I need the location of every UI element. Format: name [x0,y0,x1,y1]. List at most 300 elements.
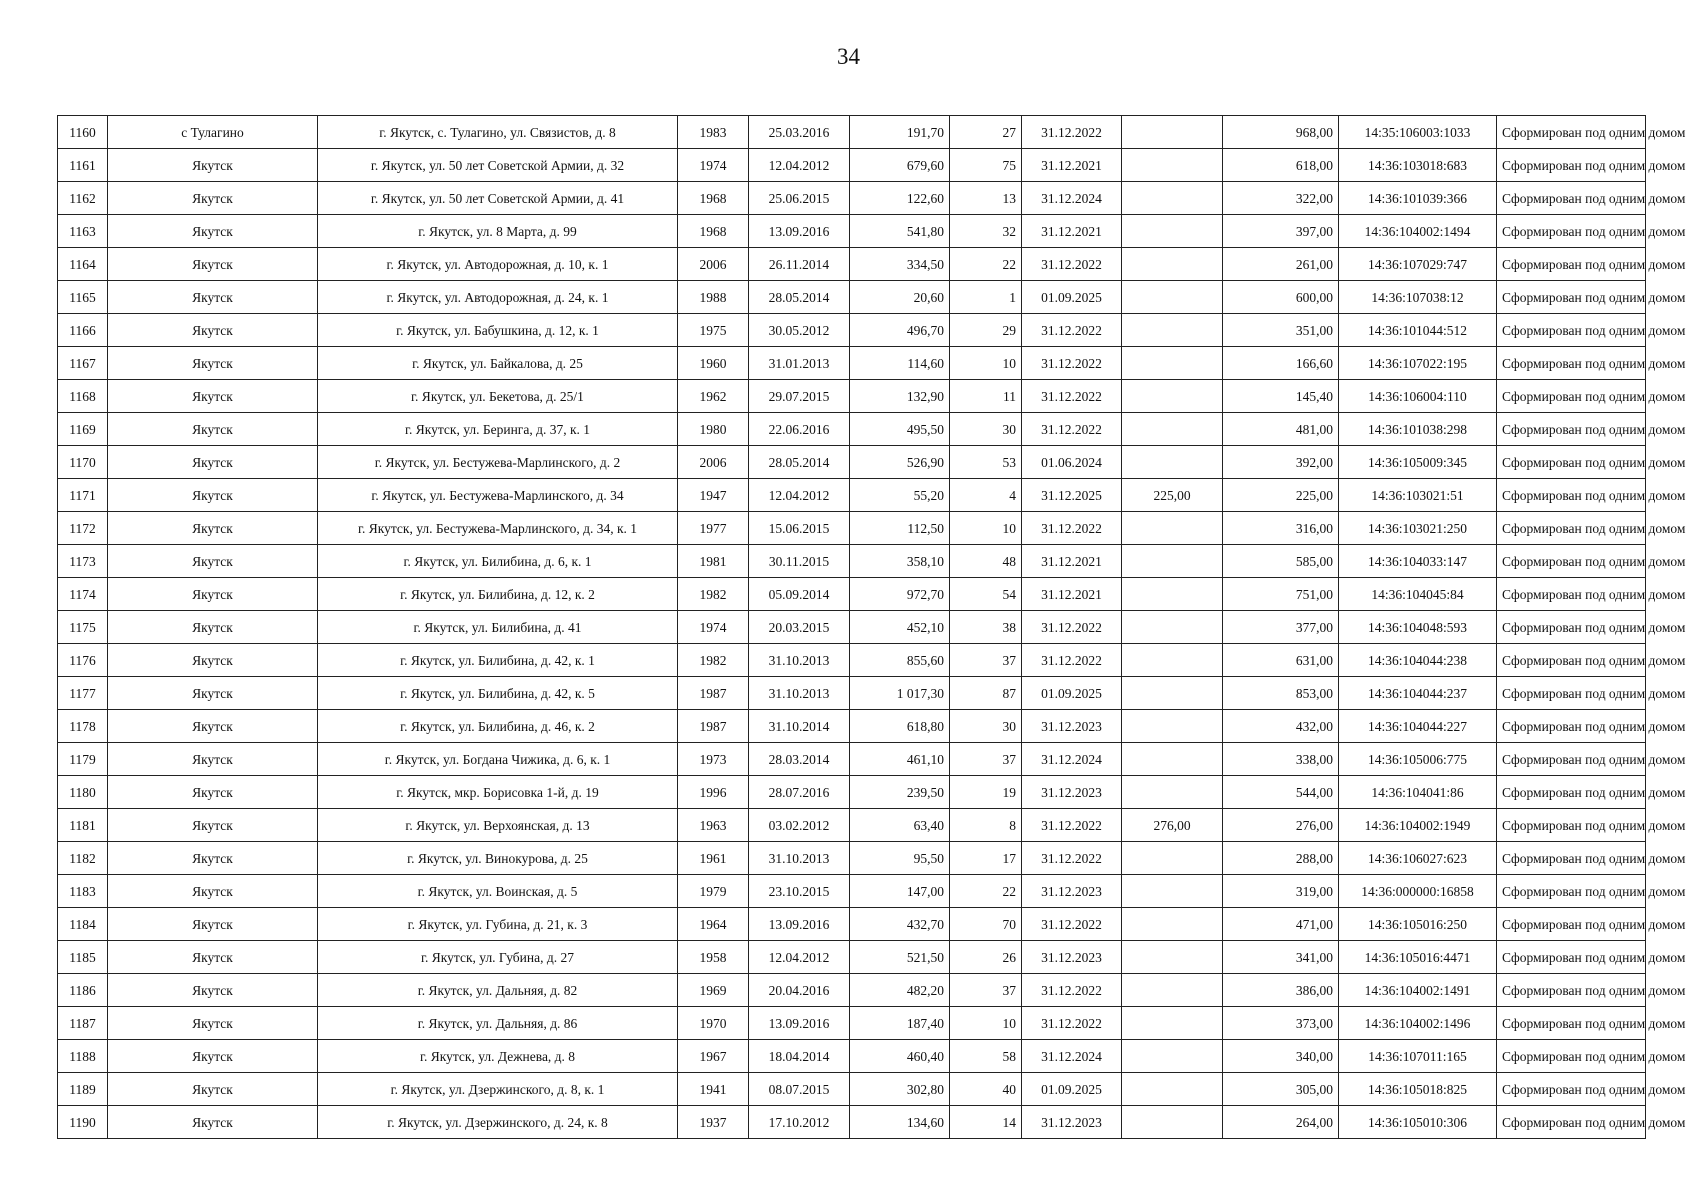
residents-cell: 14 [950,1106,1022,1139]
row-number-cell: 1190 [58,1106,108,1139]
row-number-cell: 1172 [58,512,108,545]
table-row [58,611,1646,644]
area-cell: 461,10 [850,743,950,776]
residents-cell: 10 [950,347,1022,380]
area-cell: 541,80 [850,215,950,248]
area-amount-cell [1122,413,1223,446]
address-cell: г. Якутск, ул. Автодорожная, д. 24, к. 1 [318,281,678,314]
recognition-date-cell: 28.03.2014 [749,743,850,776]
land-area-cell: 316,00 [1223,512,1339,545]
area-cell: 496,70 [850,314,950,347]
area-cell: 55,20 [850,479,950,512]
land-area-cell: 166,60 [1223,347,1339,380]
settlement-cell: Якутск [108,545,318,578]
table-row [58,776,1646,809]
residents-cell: 10 [950,512,1022,545]
cadastral-number-cell: 14:36:104002:1949 [1339,809,1497,842]
year-built-cell: 2006 [678,446,749,479]
area-amount-cell [1122,644,1223,677]
cadastral-number-cell: 14:36:101044:512 [1339,314,1497,347]
cadastral-number-cell: 14:36:104002:1496 [1339,1007,1497,1040]
land-note-cell: Сформирован под одним домом [1497,776,1646,809]
address-cell: г. Якутск, ул. Билибина, д. 6, к. 1 [318,545,678,578]
address-cell: г. Якутск, ул. Бестужева-Марлинского, д. 2 [318,446,678,479]
area-amount-cell [1122,215,1223,248]
cadastral-number-cell: 14:36:106004:110 [1339,380,1497,413]
year-built-cell: 1987 [678,710,749,743]
residents-cell: 26 [950,941,1022,974]
resettlement-date-cell: 31.12.2022 [1022,116,1122,149]
residents-cell: 87 [950,677,1022,710]
address-cell: г. Якутск, ул. 8 Марта, д. 99 [318,215,678,248]
address-cell: г. Якутск, ул. Губина, д. 27 [318,941,678,974]
address-cell: г. Якутск, ул. Билибина, д. 46, к. 2 [318,710,678,743]
resettlement-date-cell: 31.12.2021 [1022,545,1122,578]
area-cell: 460,40 [850,1040,950,1073]
cadastral-number-cell: 14:36:107022:195 [1339,347,1497,380]
land-area-cell: 397,00 [1223,215,1339,248]
table-row [58,1007,1646,1040]
land-note-cell: Сформирован под одним домом [1497,347,1646,380]
cadastral-number-cell: 14:36:104044:237 [1339,677,1497,710]
residents-cell: 22 [950,875,1022,908]
land-area-cell: 853,00 [1223,677,1339,710]
settlement-cell: Якутск [108,677,318,710]
recognition-date-cell: 13.09.2016 [749,1007,850,1040]
area-cell: 679,60 [850,149,950,182]
residents-cell: 13 [950,182,1022,215]
row-number-cell: 1188 [58,1040,108,1073]
residents-cell: 53 [950,446,1022,479]
residents-cell: 54 [950,578,1022,611]
residents-cell: 27 [950,116,1022,149]
residents-cell: 37 [950,974,1022,1007]
residents-cell: 4 [950,479,1022,512]
year-built-cell: 1988 [678,281,749,314]
address-cell: г. Якутск, ул. Автодорожная, д. 10, к. 1 [318,248,678,281]
land-area-cell: 968,00 [1223,116,1339,149]
row-number-cell: 1186 [58,974,108,1007]
address-cell: г. Якутск, ул. Бекетова, д. 25/1 [318,380,678,413]
recognition-date-cell: 08.07.2015 [749,1073,850,1106]
area-amount-cell [1122,314,1223,347]
settlement-cell: Якутск [108,248,318,281]
settlement-cell: Якутск [108,578,318,611]
area-cell: 114,60 [850,347,950,380]
settlement-cell: Якутск [108,776,318,809]
cadastral-number-cell: 14:36:107038:12 [1339,281,1497,314]
land-area-cell: 288,00 [1223,842,1339,875]
area-amount-cell: 276,00 [1122,809,1223,842]
area-cell: 334,50 [850,248,950,281]
area-cell: 302,80 [850,1073,950,1106]
land-area-cell: 471,00 [1223,908,1339,941]
land-note-cell: Сформирован под одним домом [1497,182,1646,215]
year-built-cell: 1977 [678,512,749,545]
registry-table-body [58,116,1686,1139]
year-built-cell: 1970 [678,1007,749,1040]
row-number-cell: 1169 [58,413,108,446]
year-built-cell: 1967 [678,1040,749,1073]
land-area-cell: 145,40 [1223,380,1339,413]
area-cell: 187,40 [850,1007,950,1040]
area-amount-cell [1122,908,1223,941]
table-row [58,182,1646,215]
area-amount-cell [1122,512,1223,545]
residents-cell: 17 [950,842,1022,875]
settlement-cell: Якутск [108,281,318,314]
resettlement-date-cell: 31.12.2023 [1022,1106,1122,1139]
land-area-cell: 338,00 [1223,743,1339,776]
area-cell: 482,20 [850,974,950,1007]
table-row [58,941,1646,974]
recognition-date-cell: 28.05.2014 [749,281,850,314]
land-area-cell: 319,00 [1223,875,1339,908]
address-cell: г. Якутск, ул. Воинская, д. 5 [318,875,678,908]
settlement-cell: Якутск [108,842,318,875]
residents-cell: 70 [950,908,1022,941]
row-number-cell: 1165 [58,281,108,314]
address-cell: г. Якутск, ул. Верхоянская, д. 13 [318,809,678,842]
cadastral-number-cell: 14:36:105016:4471 [1339,941,1497,974]
area-cell: 432,70 [850,908,950,941]
address-cell: г. Якутск, ул. Дзержинского, д. 24, к. 8 [318,1106,678,1139]
residents-cell: 37 [950,743,1022,776]
resettlement-date-cell: 31.12.2022 [1022,413,1122,446]
land-note-cell: Сформирован под одним домом [1497,479,1646,512]
address-cell: г. Якутск, ул. Бабушкина, д. 12, к. 1 [318,314,678,347]
resettlement-date-cell: 31.12.2025 [1022,479,1122,512]
settlement-cell: Якутск [108,182,318,215]
cadastral-number-cell: 14:36:104002:1494 [1339,215,1497,248]
area-amount-cell [1122,677,1223,710]
recognition-date-cell: 30.05.2012 [749,314,850,347]
land-area-cell: 544,00 [1223,776,1339,809]
cadastral-number-cell: 14:36:104044:238 [1339,644,1497,677]
land-note-cell: Сформирован под одним домом [1497,446,1646,479]
settlement-cell: Якутск [108,1073,318,1106]
recognition-date-cell: 23.10.2015 [749,875,850,908]
area-amount-cell [1122,578,1223,611]
area-amount-cell [1122,1040,1223,1073]
area-cell: 147,00 [850,875,950,908]
land-note-cell: Сформирован под одним домом [1497,1073,1646,1106]
row-number-cell: 1189 [58,1073,108,1106]
row-number-cell: 1176 [58,644,108,677]
settlement-cell: Якутск [108,1040,318,1073]
land-note-cell: Сформирован под одним домом [1497,809,1646,842]
area-cell: 132,90 [850,380,950,413]
area-amount-cell [1122,116,1223,149]
residents-cell: 29 [950,314,1022,347]
recognition-date-cell: 25.03.2016 [749,116,850,149]
recognition-date-cell: 20.03.2015 [749,611,850,644]
year-built-cell: 1987 [678,677,749,710]
area-cell: 122,60 [850,182,950,215]
year-built-cell: 1974 [678,149,749,182]
address-cell: г. Якутск, ул. Дзержинского, д. 8, к. 1 [318,1073,678,1106]
year-built-cell: 1960 [678,347,749,380]
address-cell: г. Якутск, ул. Дежнева, д. 8 [318,1040,678,1073]
land-note-cell: Сформирован под одним домом [1497,644,1646,677]
row-number-cell: 1182 [58,842,108,875]
year-built-cell: 1968 [678,215,749,248]
table-row [58,479,1646,512]
page-number: 34 [837,44,860,69]
recognition-date-cell: 05.09.2014 [749,578,850,611]
row-number-cell: 1179 [58,743,108,776]
resettlement-date-cell: 31.12.2024 [1022,182,1122,215]
table-row [58,347,1646,380]
land-area-cell: 322,00 [1223,182,1339,215]
resettlement-date-cell: 31.12.2021 [1022,149,1122,182]
registry-table [57,115,1686,1139]
row-number-cell: 1166 [58,314,108,347]
area-cell: 95,50 [850,842,950,875]
resettlement-date-cell: 31.12.2022 [1022,644,1122,677]
area-amount-cell: 225,00 [1122,479,1223,512]
cadastral-number-cell: 14:36:105010:306 [1339,1106,1497,1139]
row-number-cell: 1180 [58,776,108,809]
land-note-cell: Сформирован под одним домом [1497,611,1646,644]
land-note-cell: Сформирован под одним домом [1497,1106,1646,1139]
area-amount-cell [1122,941,1223,974]
residents-cell: 58 [950,1040,1022,1073]
year-built-cell: 1983 [678,116,749,149]
resettlement-date-cell: 31.12.2022 [1022,248,1122,281]
row-number-cell: 1177 [58,677,108,710]
settlement-cell: Якутск [108,1007,318,1040]
area-cell: 452,10 [850,611,950,644]
table-row [58,149,1646,182]
address-cell: г. Якутск, ул. Байкалова, д. 25 [318,347,678,380]
settlement-cell: Якутск [108,710,318,743]
land-note-cell: Сформирован под одним домом [1497,545,1646,578]
settlement-cell: Якутск [108,743,318,776]
resettlement-date-cell: 31.12.2022 [1022,974,1122,1007]
area-cell: 972,70 [850,578,950,611]
residents-cell: 48 [950,545,1022,578]
row-number-cell: 1175 [58,611,108,644]
land-area-cell: 261,00 [1223,248,1339,281]
settlement-cell: Якутск [108,611,318,644]
area-cell: 134,60 [850,1106,950,1139]
area-cell: 521,50 [850,941,950,974]
recognition-date-cell: 12.04.2012 [749,479,850,512]
resettlement-date-cell: 31.12.2022 [1022,314,1122,347]
year-built-cell: 1962 [678,380,749,413]
area-cell: 191,70 [850,116,950,149]
table-row [58,545,1646,578]
residents-cell: 1 [950,281,1022,314]
address-cell: г. Якутск, ул. Бестужева-Марлинского, д. 34, к. 1 [318,512,678,545]
land-area-cell: 341,00 [1223,941,1339,974]
area-amount-cell [1122,1106,1223,1139]
land-area-cell: 432,00 [1223,710,1339,743]
recognition-date-cell: 31.10.2013 [749,842,850,875]
recognition-date-cell: 25.06.2015 [749,182,850,215]
area-amount-cell [1122,281,1223,314]
year-built-cell: 1937 [678,1106,749,1139]
recognition-date-cell: 20.04.2016 [749,974,850,1007]
settlement-cell: Якутск [108,479,318,512]
table-row [58,281,1646,314]
resettlement-date-cell: 31.12.2022 [1022,380,1122,413]
land-area-cell: 600,00 [1223,281,1339,314]
year-built-cell: 1974 [678,611,749,644]
cadastral-number-cell: 14:36:104048:593 [1339,611,1497,644]
land-area-cell: 305,00 [1223,1073,1339,1106]
table-row [58,512,1646,545]
area-cell: 618,80 [850,710,950,743]
row-number-cell: 1185 [58,941,108,974]
cadastral-number-cell: 14:36:106027:623 [1339,842,1497,875]
year-built-cell: 1973 [678,743,749,776]
area-amount-cell [1122,1007,1223,1040]
land-area-cell: 276,00 [1223,809,1339,842]
settlement-cell: Якутск [108,380,318,413]
land-note-cell: Сформирован под одним домом [1497,974,1646,1007]
residents-cell: 75 [950,149,1022,182]
address-cell: г. Якутск, ул. Билибина, д. 41 [318,611,678,644]
resettlement-date-cell: 31.12.2021 [1022,215,1122,248]
recognition-date-cell: 26.11.2014 [749,248,850,281]
land-area-cell: 751,00 [1223,578,1339,611]
resettlement-date-cell: 01.09.2025 [1022,1073,1122,1106]
settlement-cell: с Тулагино [108,116,318,149]
address-cell: г. Якутск, мкр. Борисовка 1-й, д. 19 [318,776,678,809]
recognition-date-cell: 12.04.2012 [749,149,850,182]
area-cell: 526,90 [850,446,950,479]
year-built-cell: 1963 [678,809,749,842]
land-area-cell: 264,00 [1223,1106,1339,1139]
table-row [58,875,1646,908]
land-note-cell: Сформирован под одним домом [1497,941,1646,974]
resettlement-date-cell: 31.12.2022 [1022,611,1122,644]
recognition-date-cell: 30.11.2015 [749,545,850,578]
resettlement-date-cell: 31.12.2023 [1022,776,1122,809]
land-area-cell: 392,00 [1223,446,1339,479]
settlement-cell: Якутск [108,413,318,446]
area-amount-cell [1122,710,1223,743]
area-amount-cell [1122,875,1223,908]
recognition-date-cell: 28.05.2014 [749,446,850,479]
recognition-date-cell: 13.09.2016 [749,908,850,941]
year-built-cell: 2006 [678,248,749,281]
year-built-cell: 1980 [678,413,749,446]
residents-cell: 30 [950,413,1022,446]
residents-cell: 22 [950,248,1022,281]
row-number-cell: 1162 [58,182,108,215]
resettlement-date-cell: 31.12.2023 [1022,710,1122,743]
land-note-cell: Сформирован под одним домом [1497,578,1646,611]
cadastral-number-cell: 14:36:101039:366 [1339,182,1497,215]
recognition-date-cell: 31.10.2013 [749,644,850,677]
year-built-cell: 1996 [678,776,749,809]
table-row [58,380,1646,413]
cadastral-number-cell: 14:36:107011:165 [1339,1040,1497,1073]
land-note-cell: Сформирован под одним домом [1497,380,1646,413]
table-row [58,578,1646,611]
row-number-cell: 1170 [58,446,108,479]
settlement-cell: Якутск [108,512,318,545]
year-built-cell: 1958 [678,941,749,974]
row-number-cell: 1173 [58,545,108,578]
recognition-date-cell: 31.01.2013 [749,347,850,380]
cadastral-number-cell: 14:36:103021:250 [1339,512,1497,545]
cadastral-number-cell: 14:36:104045:84 [1339,578,1497,611]
resettlement-date-cell: 31.12.2022 [1022,842,1122,875]
resettlement-date-cell: 31.12.2024 [1022,1040,1122,1073]
land-note-cell: Сформирован под одним домом [1497,875,1646,908]
table-row [58,908,1646,941]
address-cell: г. Якутск, ул. Билибина, д. 42, к. 1 [318,644,678,677]
land-note-cell: Сформирован под одним домом [1497,743,1646,776]
table-row [58,974,1646,1007]
area-amount-cell [1122,1073,1223,1106]
settlement-cell: Якутск [108,974,318,1007]
year-built-cell: 1961 [678,842,749,875]
cadastral-number-cell: 14:36:105009:345 [1339,446,1497,479]
area-amount-cell [1122,347,1223,380]
cadastral-number-cell: 14:36:000000:16858 [1339,875,1497,908]
land-area-cell: 340,00 [1223,1040,1339,1073]
table-row [58,1073,1646,1106]
resettlement-date-cell: 31.12.2022 [1022,908,1122,941]
land-area-cell: 481,00 [1223,413,1339,446]
land-note-cell: Сформирован под одним домом [1497,677,1646,710]
table-row [58,1106,1646,1139]
area-amount-cell [1122,743,1223,776]
cadastral-number-cell: 14:36:105018:825 [1339,1073,1497,1106]
row-number-cell: 1171 [58,479,108,512]
cadastral-number-cell: 14:36:107029:747 [1339,248,1497,281]
year-built-cell: 1969 [678,974,749,1007]
resettlement-date-cell: 31.12.2022 [1022,1007,1122,1040]
resettlement-date-cell: 31.12.2021 [1022,578,1122,611]
land-note-cell: Сформирован под одним домом [1497,215,1646,248]
table-row [58,710,1646,743]
address-cell: г. Якутск, ул. Губина, д. 21, к. 3 [318,908,678,941]
area-amount-cell [1122,974,1223,1007]
resettlement-date-cell: 31.12.2022 [1022,347,1122,380]
settlement-cell: Якутск [108,215,318,248]
cadastral-number-cell: 14:36:104033:147 [1339,545,1497,578]
cadastral-number-cell: 14:36:101038:298 [1339,413,1497,446]
settlement-cell: Якутск [108,941,318,974]
cadastral-number-cell: 14:36:103021:51 [1339,479,1497,512]
land-note-cell: Сформирован под одним домом [1497,248,1646,281]
cadastral-number-cell: 14:36:105016:250 [1339,908,1497,941]
table-row [58,314,1646,347]
land-note-cell: Сформирован под одним домом [1497,710,1646,743]
area-amount-cell [1122,446,1223,479]
address-cell: г. Якутск, ул. Билибина, д. 12, к. 2 [318,578,678,611]
recognition-date-cell: 18.04.2014 [749,1040,850,1073]
year-built-cell: 1968 [678,182,749,215]
area-cell: 112,50 [850,512,950,545]
table-row [58,446,1646,479]
table-row [58,248,1646,281]
recognition-date-cell: 17.10.2012 [749,1106,850,1139]
table-row [58,809,1646,842]
residents-cell: 40 [950,1073,1022,1106]
land-note-cell: Сформирован под одним домом [1497,1007,1646,1040]
table-row [58,1040,1646,1073]
resettlement-date-cell: 01.09.2025 [1022,281,1122,314]
year-built-cell: 1975 [678,314,749,347]
year-built-cell: 1981 [678,545,749,578]
